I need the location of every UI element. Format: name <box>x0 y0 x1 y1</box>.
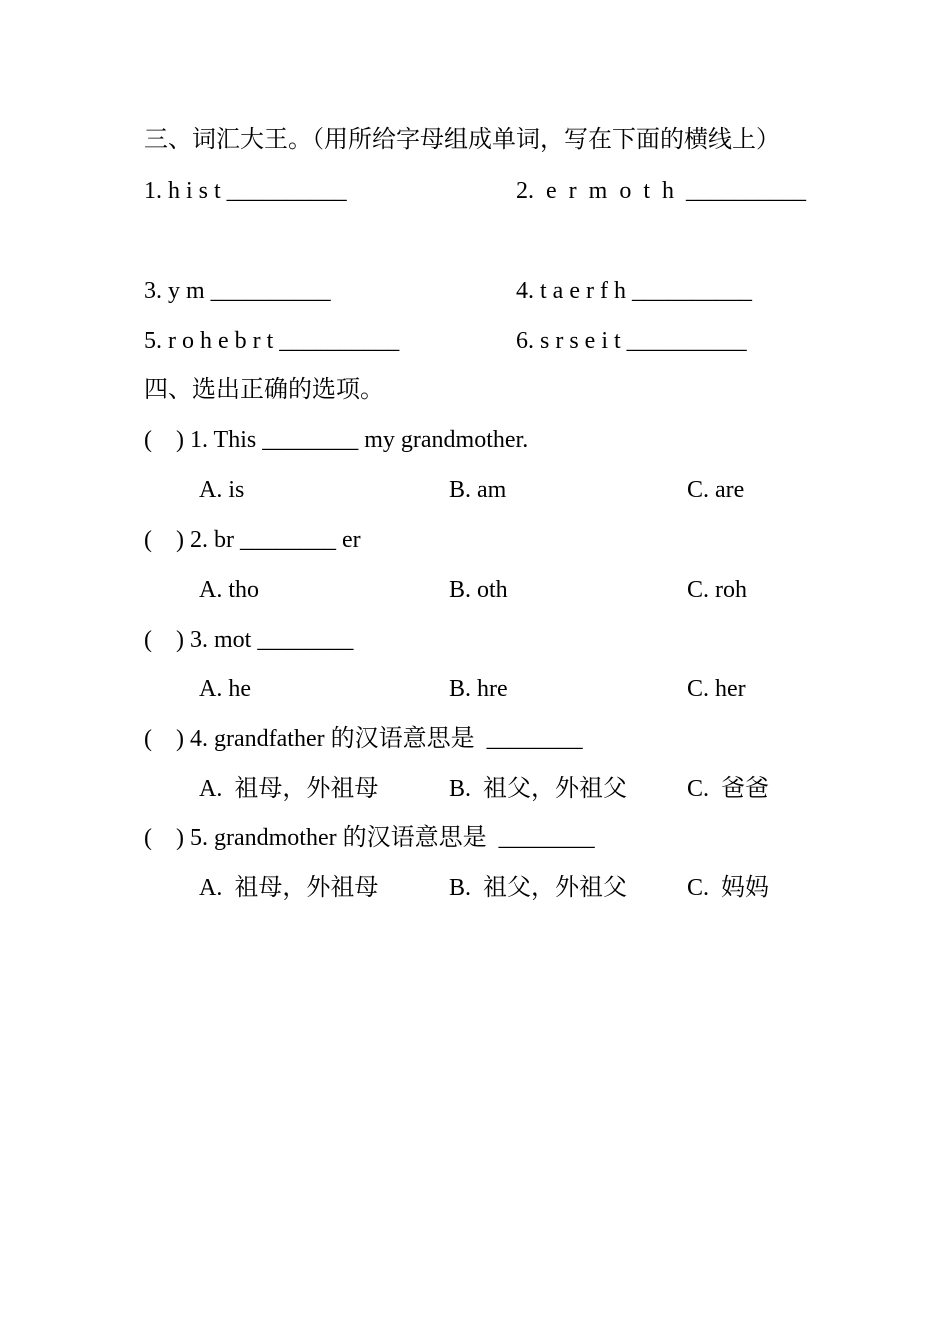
question-4-option-a: A. 祖母，外祖母 <box>199 776 379 802</box>
question-5-stem: ( ) 5. grandmother 的汉语意思是 ________ <box>144 825 595 851</box>
question-4-option-b: B. 祖父，外祖父 <box>449 776 628 802</box>
question-3-option-a: A. he <box>199 676 251 702</box>
question-5-option-a: A. 祖母，外祖母 <box>199 875 379 901</box>
question-3-stem: ( ) 3. mot ________ <box>144 627 354 653</box>
question-2-stem: ( ) 2. br ________ er <box>144 527 361 553</box>
question-1-stem: ( ) 1. This ________ my grandmother. <box>144 427 529 453</box>
section-3-item-1: 1. h i s t __________ <box>144 178 347 204</box>
section-3-item-5: 5. r o h e b r t __________ <box>144 328 400 354</box>
question-5-option-c: C. 妈妈 <box>687 875 770 901</box>
section-3-item-4: 4. t a e r f h __________ <box>516 278 752 304</box>
question-2-option-b: B. oth <box>449 577 508 603</box>
question-4-stem: ( ) 4. grandfather 的汉语意思是 ________ <box>144 726 583 752</box>
section-3-item-3: 3. y m __________ <box>144 278 331 304</box>
section-3-item-2: 2. e r m o t h __________ <box>516 178 806 204</box>
question-2-option-a: A. tho <box>199 577 259 603</box>
question-3-option-c: C. her <box>687 676 746 702</box>
question-1-option-a: A. is <box>199 477 245 503</box>
section-3-item-6: 6. s r s e i t __________ <box>516 328 747 354</box>
question-5-option-b: B. 祖父，外祖父 <box>449 875 628 901</box>
section-3-title: 三、词汇大王。（用所给字母组成单词，写在下面的横线上） <box>144 127 780 153</box>
question-4-option-c: C. 爸爸 <box>687 776 770 802</box>
section-4-title: 四、选出正确的选项。 <box>144 377 384 403</box>
question-3-option-b: B. hre <box>449 676 508 702</box>
question-1-option-c: C. are <box>687 477 745 503</box>
question-2-option-c: C. roh <box>687 577 747 603</box>
question-1-option-b: B. am <box>449 477 507 503</box>
